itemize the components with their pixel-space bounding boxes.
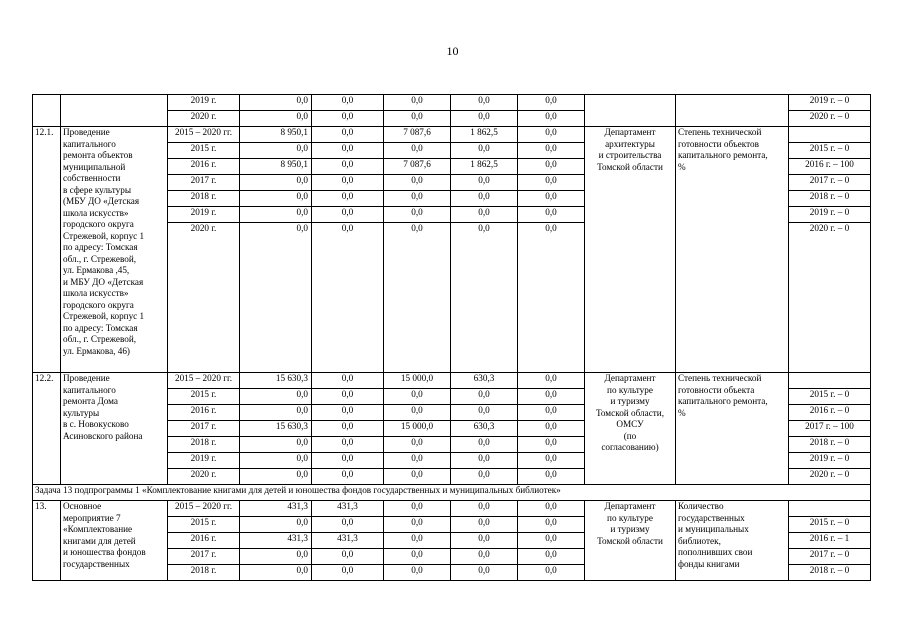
table-row [33,95,871,111]
local-budget-value: 0,0 [451,95,518,111]
item-12-1-name-line: ул. Ермакова, 46) [63,345,130,356]
regional-budget-value: 0,0 [384,565,451,581]
program-table [32,94,871,581]
item-12-1-name-line: городского округа [63,299,134,310]
total-value: 0,0 [240,95,312,111]
item-13-name-line: Основное [63,501,102,511]
offbudget-value: 0,0 [518,373,585,389]
regional-budget-value: 0,0 [384,111,451,127]
indicator-value: 2018 г. – 0 [789,437,871,453]
item-12-1-name-line: школа искусств» [63,207,129,218]
total-value: 0,0 [240,389,312,405]
item-12-1-name-line: муниципальной [63,161,126,172]
indicator-value [789,501,871,517]
federal-budget-value: 0,0 [312,565,384,581]
offbudget-value: 0,0 [518,175,585,191]
offbudget-value: 0,0 [518,111,585,127]
item-12-1-name-line: капитального [63,138,116,149]
item-13-indicator-line: и муниципальных [678,524,749,534]
regional-budget-value: 7 087,6 [384,159,451,175]
item-12-2-executor [585,373,676,485]
item-12-1-indicator-line: Степень технической [678,127,762,137]
total-value: 0,0 [240,191,312,207]
total-value: 8 950,1 [240,159,312,175]
item-12-1-executor-line: и строительства [598,150,662,160]
year-cell: 2017 г. [168,175,240,191]
year-cell: 2019 г. [168,453,240,469]
federal-budget-value: 0,0 [312,437,384,453]
regional-budget-value: 0,0 [384,175,451,191]
item-13-name [61,501,168,581]
item-12-1-name-line: ремонта объектов [63,150,133,160]
indicator-value: 2017 г. – 0 [789,549,871,565]
offbudget-value: 0,0 [518,95,585,111]
item-12-2-name-line: в с. Новокусково [63,419,129,429]
total-value: 0,0 [240,207,312,223]
local-budget-value: 0,0 [451,405,518,421]
item-12-1-indicator-line: % [678,161,686,172]
item-12-1-number: 12.1. [33,127,61,373]
indicator-value: 2017 г. – 100 [789,421,871,437]
item-12-1-name-line: Стрежевой, корпус 1 [63,230,145,241]
total-value: 431,3 [240,533,312,549]
item-12-1-name-line: собственности [63,173,121,183]
indicator-value: 2015 г. – 0 [789,389,871,405]
local-budget-value: 0,0 [451,389,518,405]
regional-budget-value: 0,0 [384,533,451,549]
item-13-executor-line: Томской области [597,535,663,546]
offbudget-value: 0,0 [518,191,585,207]
item-12-1-name-line: по адресу: Томская [63,242,138,252]
item-12-2-name-line: Асиновского района [63,430,143,441]
item-12-2-name [61,373,168,485]
federal-budget-value: 0,0 [312,373,384,389]
year-cell: 2017 г. [168,549,240,565]
year-cell: 2020 г. [168,469,240,485]
item-12-2-executor-line: Томской области, [595,407,665,418]
local-budget-value: 0,0 [451,111,518,127]
federal-budget-value: 0,0 [312,191,384,207]
year-cell: 2016 г. [168,405,240,421]
item-13-name-line: государственных [63,558,130,569]
item-13-number: 13. [33,501,61,581]
federal-budget-value: 0,0 [312,549,384,565]
indicator-value: 2017 г. – 0 [789,175,871,191]
federal-budget-value: 0,0 [312,405,384,421]
regional-budget-value: 0,0 [384,207,451,223]
item-12-2-name-line: капитального [63,384,116,395]
local-budget-value: 630,3 [451,373,518,389]
indicator-value [789,127,871,143]
total-value: 0,0 [240,469,312,485]
item-13-name-line: «Комплектование [63,524,133,534]
executor-cell-continued [585,95,676,127]
year-cell: 2015 – 2020 гг. [168,127,240,143]
indicator-value: 2018 г. – 0 [789,565,871,581]
item-12-1-name-line: ул. Ермакова ,45, [63,265,130,275]
item-12-1-name-line: (МБУ ДО «Детская [63,196,140,206]
item-13-name-line: мероприятие 7 [63,512,121,523]
item-12-1-name [61,127,168,373]
regional-budget-value: 0,0 [384,389,451,405]
local-budget-value: 0,0 [451,517,518,533]
item-12-1-executor-line: Томской области [597,161,663,172]
item-13-indicator-line: государственных [678,512,745,523]
offbudget-value: 0,0 [518,405,585,421]
offbudget-value: 0,0 [518,517,585,533]
local-budget-value: 0,0 [451,223,518,373]
item-12-1-name-line: обл., г. Стрежевой, [63,334,137,344]
total-value: 0,0 [240,405,312,421]
item-12-2-indicator [676,373,789,485]
regional-budget-value: 0,0 [384,549,451,565]
item-12-2-indicator-line: капитального ремонта, [678,396,768,406]
year-cell: 2015 г. [168,143,240,159]
indicator-value: 2016 г. – 1 [789,533,871,549]
item-13-name-line: и юношества фондов [63,547,146,557]
task-row [33,485,871,501]
table-row [33,373,871,389]
year-cell: 2015 – 2020 гг. [168,501,240,517]
regional-budget-value: 0,0 [384,191,451,207]
federal-budget-value: 0,0 [312,469,384,485]
total-value: 0,0 [240,223,312,373]
offbudget-value: 0,0 [518,389,585,405]
federal-budget-value: 0,0 [312,143,384,159]
year-cell: 2018 г. [168,565,240,581]
offbudget-value: 0,0 [518,207,585,223]
item-12-1-executor-line: архитектуры [605,138,655,149]
local-budget-value: 0,0 [451,437,518,453]
federal-budget-value: 0,0 [312,517,384,533]
regional-budget-value: 0,0 [384,501,451,517]
total-value: 8 950,1 [240,127,312,143]
federal-budget-value: 0,0 [312,127,384,143]
year-cell: 2015 г. [168,389,240,405]
year-cell: 2016 г. [168,159,240,175]
regional-budget-value: 0,0 [384,223,451,373]
item-12-1-name-line: школа искусств» [63,288,129,298]
regional-budget-value: 0,0 [384,95,451,111]
total-value: 0,0 [240,175,312,191]
federal-budget-value: 0,0 [312,389,384,405]
year-cell: 2015 г. [168,517,240,533]
indicator-value: 2020 г. – 0 [789,111,871,127]
indicator-value: 2019 г. – 0 [789,453,871,469]
federal-budget-value: 0,0 [312,223,384,373]
item-12-1-executor [585,127,676,373]
task-13-title: Задача 13 подпрограммы 1 «Комплектование книгами для детей и юношества фондов государственных и муниципальных библиотек» [33,485,871,501]
item-12-2-number: 12.2. [33,373,61,485]
regional-budget-value: 0,0 [384,437,451,453]
federal-budget-value: 0,0 [312,159,384,175]
year-cell: 2018 г. [168,437,240,453]
year-cell: 2019 г. [168,207,240,223]
local-budget-value: 0,0 [451,501,518,517]
federal-budget-value: 0,0 [312,95,384,111]
regional-budget-value: 0,0 [384,453,451,469]
item-12-2-indicator-line: готовности объекта [678,384,755,395]
year-cell: 2020 г. [168,111,240,127]
item-12-2-executor-line: ОМСУ [616,419,644,429]
local-budget-value: 0,0 [451,207,518,223]
regional-budget-value: 0,0 [384,469,451,485]
page-number: 10 [446,44,459,58]
offbudget-value: 0,0 [518,437,585,453]
item-13-indicator-line: библиотек, [678,535,721,546]
offbudget-value: 0,0 [518,453,585,469]
local-budget-value: 0,0 [451,565,518,581]
year-cell: 2020 г. [168,223,240,373]
item-12-1-name-line: по адресу: Томская [63,322,138,333]
offbudget-value: 0,0 [518,549,585,565]
item-12-1-indicator-line: капитального ремонта, [678,150,768,160]
item-12-1-name-line: в сфере культуры [63,184,132,195]
year-cell: 2017 г. [168,421,240,437]
item-12-1-name-line: и МБУ ДО «Детская [63,276,144,287]
federal-budget-value: 431,3 [312,501,384,517]
indicator-value [789,373,871,389]
indicator-value: 2018 г. – 0 [789,191,871,207]
item-12-2-indicator-line: Степень технической [678,373,762,383]
item-13-indicator-line: пополнивших свои [678,547,753,557]
item-12-2-name-line: культуры [63,407,100,418]
year-cell: 2015 – 2020 гг. [168,373,240,389]
federal-budget-value: 0,0 [312,111,384,127]
offbudget-value: 0,0 [518,565,585,581]
regional-budget-value: 0,0 [384,143,451,159]
item-12-2-name-line: ремонта Дома [63,396,119,406]
year-cell: 2019 г. [168,95,240,111]
total-value: 0,0 [240,453,312,469]
total-value: 0,0 [240,143,312,159]
item-12-1-name-line: городского округа [63,219,134,229]
item-13-executor-line: и туризму [610,524,650,534]
offbudget-value: 0,0 [518,223,585,373]
item-13-executor-line: Департамент [604,501,656,511]
item-12-2-executor-line: по культуре [607,384,653,395]
item-12-1-indicator [676,127,789,373]
total-value: 15 630,3 [240,421,312,437]
local-budget-value: 1 862,5 [451,159,518,175]
offbudget-value: 0,0 [518,501,585,517]
item-12-2-indicator-line: % [678,407,686,418]
name-cell-continued [61,95,168,127]
federal-budget-value: 0,0 [312,453,384,469]
item-12-1-name-line: Стрежевой, корпус 1 [63,311,145,321]
indicator-value: 2020 г. – 0 [789,223,871,373]
item-12-1-executor-line: Департамент [604,127,656,137]
item-13-indicator-line: Количество [678,501,724,511]
regional-budget-value: 0,0 [384,517,451,533]
total-value: 0,0 [240,549,312,565]
offbudget-value: 0,0 [518,421,585,437]
local-budget-value: 630,3 [451,421,518,437]
year-cell: 2018 г. [168,191,240,207]
indicator-value: 2015 г. – 0 [789,143,871,159]
federal-budget-value: 0,0 [312,175,384,191]
indicator-value: 2016 г. – 0 [789,405,871,421]
item-12-2-name-line: Проведение [63,373,110,383]
indicator-cell-continued [676,95,789,127]
item-12-2-executor-line: согласованию) [601,442,659,452]
local-budget-value: 0,0 [451,469,518,485]
regional-budget-value: 0,0 [384,405,451,421]
item-13-indicator-line: фонды книгами [678,558,740,569]
total-value: 0,0 [240,437,312,453]
item-12-1-name-line: обл., г. Стрежевой, [63,253,137,264]
item-12-1-name-line: Проведение [63,127,110,137]
item-12-2-executor-line: и туризму [610,396,650,406]
item-12-1-indicator-line: готовности объектов [678,138,759,149]
num-cell-continued [33,95,61,127]
local-budget-value: 1 862,5 [451,127,518,143]
indicator-value: 2015 г. – 0 [789,517,871,533]
local-budget-value: 0,0 [451,533,518,549]
total-value: 15 630,3 [240,373,312,389]
regional-budget-value: 15 000,0 [384,421,451,437]
indicator-value: 2016 г. – 100 [789,159,871,175]
offbudget-value: 0,0 [518,143,585,159]
offbudget-value: 0,0 [518,159,585,175]
table-row [33,127,871,143]
local-budget-value: 0,0 [451,191,518,207]
item-13-executor [585,501,676,581]
indicator-value: 2019 г. – 0 [789,95,871,111]
regional-budget-value: 15 000,0 [384,373,451,389]
offbudget-value: 0,0 [518,533,585,549]
federal-budget-value: 0,0 [312,421,384,437]
item-12-2-executor-line: (по [623,430,637,441]
item-12-2-executor-line: Департамент [604,373,656,383]
local-budget-value: 0,0 [451,549,518,565]
item-13-executor-line: по культуре [607,512,653,523]
local-budget-value: 0,0 [451,175,518,191]
local-budget-value: 0,0 [451,453,518,469]
total-value: 0,0 [240,111,312,127]
total-value: 0,0 [240,565,312,581]
indicator-value: 2019 г. – 0 [789,207,871,223]
item-13-name-line: книгами для детей [63,535,136,546]
offbudget-value: 0,0 [518,127,585,143]
offbudget-value: 0,0 [518,469,585,485]
regional-budget-value: 7 087,6 [384,127,451,143]
federal-budget-value: 431,3 [312,533,384,549]
item-13-indicator [676,501,789,581]
total-value: 0,0 [240,517,312,533]
indicator-value: 2020 г. – 0 [789,469,871,485]
table-row [33,501,871,517]
year-cell: 2016 г. [168,533,240,549]
federal-budget-value: 0,0 [312,207,384,223]
local-budget-value: 0,0 [451,143,518,159]
total-value: 431,3 [240,501,312,517]
